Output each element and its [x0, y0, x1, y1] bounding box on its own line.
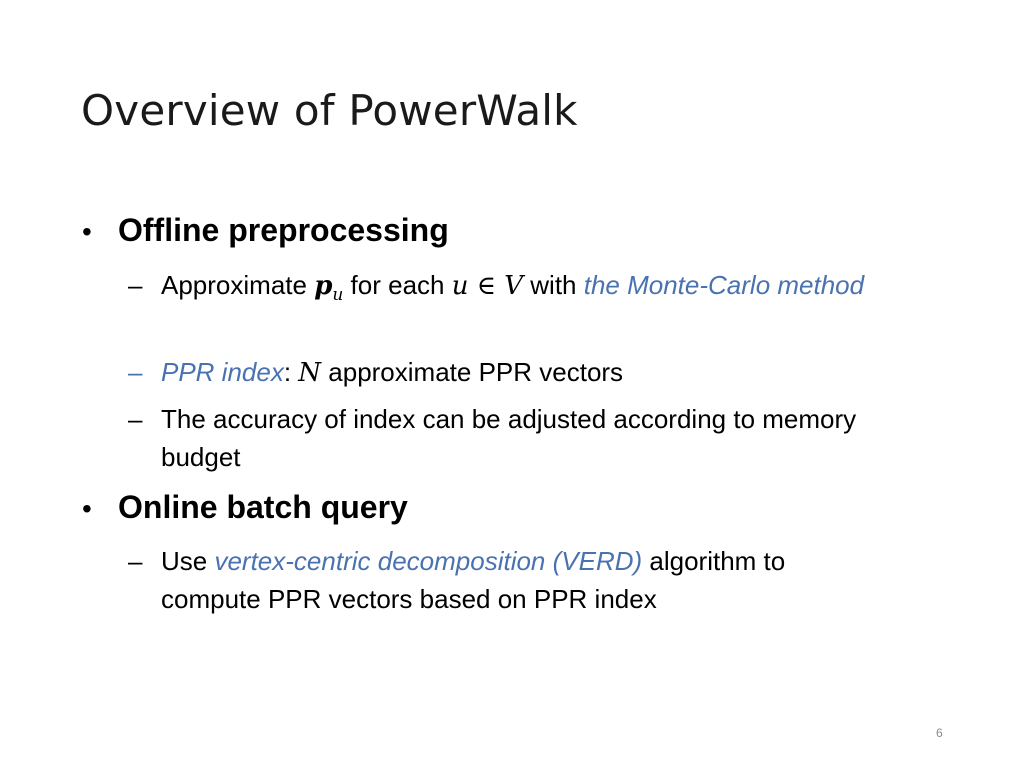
subitem-ppr-index — [128, 353, 888, 392]
bullet-online-batch-query — [82, 489, 408, 526]
math-v: V — [504, 271, 524, 301]
slide-title: Overview of PowerWalk — [81, 86, 578, 135]
monte-carlo-method-label: the Monte-Carlo method — [583, 270, 865, 300]
text-fragment: approximate PPR vectors — [321, 357, 624, 387]
text-fragment: Approximate — [161, 270, 315, 300]
subitem-text — [161, 542, 888, 618]
text-fragment: : — [283, 357, 299, 387]
text-fragment: Use — [161, 546, 215, 576]
dash-icon: – — [128, 404, 143, 434]
text-fragment: algorithm to compute PPR vectors based on PPR index — [161, 546, 786, 614]
dash-icon: – — [128, 546, 143, 576]
bullet-offline-preprocessing — [82, 212, 449, 249]
math-n: N — [298, 358, 322, 388]
subitem-verd — [128, 542, 888, 618]
subitem-text — [161, 266, 888, 314]
subitem-text — [161, 353, 888, 392]
math-p-u — [314, 271, 344, 306]
bullet-icon: • — [82, 216, 92, 247]
math-u: u — [451, 271, 469, 301]
bullet-icon: • — [82, 493, 92, 524]
dash-icon: – — [128, 357, 143, 387]
subitem-accuracy — [128, 400, 888, 476]
text-fragment: with — [523, 270, 584, 300]
bullet-label: Offline preprocessing — [118, 212, 449, 248]
verd-algorithm-label: vertex-centric decomposition (VERD) — [214, 546, 643, 576]
subitem-approximate — [128, 266, 888, 314]
math-p: p — [314, 271, 333, 301]
dash-icon: – — [128, 270, 143, 300]
subitem-text: The accuracy of index can be adjusted according to memory budget — [161, 404, 857, 472]
ppr-index-label: PPR index — [161, 357, 284, 387]
bullet-label: Online batch query — [118, 489, 408, 525]
math-subscript-u: u — [332, 285, 344, 306]
page-number: 6 — [936, 726, 943, 740]
text-fragment: for each — [343, 270, 452, 300]
math-element-of: ∈ — [468, 271, 505, 301]
